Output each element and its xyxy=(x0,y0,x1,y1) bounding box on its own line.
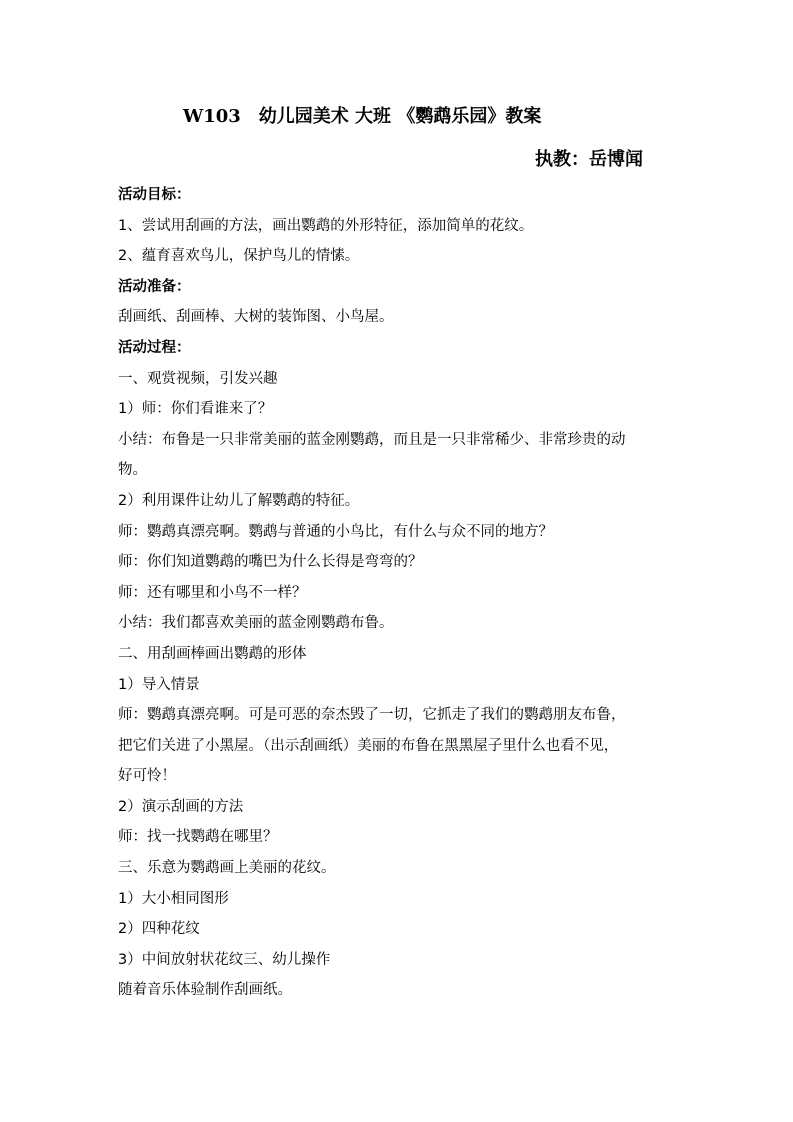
section-heading: 活动目标： xyxy=(118,187,191,203)
paragraph-line: 2）演示刮画的方法 xyxy=(118,798,244,815)
paragraph-line: 刮画纸、刮画棒、大树的装饰图、小鸟屋。 xyxy=(118,309,394,326)
paragraph-line: 把它们关进了小黑屋。（出示刮画纸）美丽的布鲁在黑黑屋子里什么也看不见， xyxy=(118,737,619,754)
paragraph-line: 师：找一找鹦鹉在哪里？ xyxy=(118,829,278,846)
paragraph-line: 2）四种花纹 xyxy=(118,921,200,938)
paragraph-line: 小结：我们都喜欢美丽的蓝金刚鹦鹉布鲁。 xyxy=(118,615,394,632)
paragraph-line: 3）中间放射状花纹三、幼儿操作 xyxy=(118,951,331,968)
paragraph-line: 随着音乐体验制作刮画纸。 xyxy=(118,982,292,999)
paragraph-line: 师：你们知道鹦鹉的嘴巴为什么长得是弯弯的？ xyxy=(118,554,423,571)
paragraph-line: 物。 xyxy=(118,462,147,479)
paragraph-line: 小结：布鲁是一只非常美丽的蓝金刚鹦鹉，而且是一只非常稀少、非常珍贵的动 xyxy=(118,431,626,448)
document-body xyxy=(118,180,678,1006)
paragraph-line: 1）师：你们看谁来了？ xyxy=(118,401,273,418)
paragraph-line: 师：还有哪里和小鸟不一样？ xyxy=(118,584,307,601)
paragraph-line: 一、观赏视频，引发兴趣 xyxy=(118,370,278,387)
paragraph-line: 1、尝试用刮画的方法，画出鹦鹉的外形特征，添加简单的花纹。 xyxy=(118,217,534,234)
paragraph-line: 2、蕴育喜欢鸟儿，保护鸟儿的情愫。 xyxy=(118,248,360,265)
document-title: W103 幼儿园美术 大班 《鹦鹉乐园》教案 xyxy=(183,106,542,127)
paragraph-line: 好可怜！ xyxy=(118,768,176,785)
paragraph-line: 师：鹦鹉真漂亮啊。可是可恶的奈杰毁了一切，它抓走了我们的鹦鹉朋友布鲁， xyxy=(118,707,626,724)
paragraph-line: 师：鹦鹉真漂亮啊。鹦鹉与普通的小鸟比，有什么与众不同的地方？ xyxy=(118,523,553,540)
paragraph-line: 三、乐意为鹦鹉画上美丽的花纹。 xyxy=(118,860,336,877)
section-heading: 活动准备： xyxy=(118,278,191,295)
paragraph-line: 1）导入情景 xyxy=(118,676,200,693)
paragraph-line: 二、用刮画棒画出鹦鹉的形体 xyxy=(118,645,307,662)
paragraph-line: 2）利用课件让幼儿了解鹦鹉的特征。 xyxy=(118,492,360,509)
paragraph-line: 1）大小相同图形 xyxy=(118,890,229,907)
teacher-name: 执教：岳博闻 xyxy=(535,149,643,170)
section-heading: 活动过程： xyxy=(118,339,191,356)
